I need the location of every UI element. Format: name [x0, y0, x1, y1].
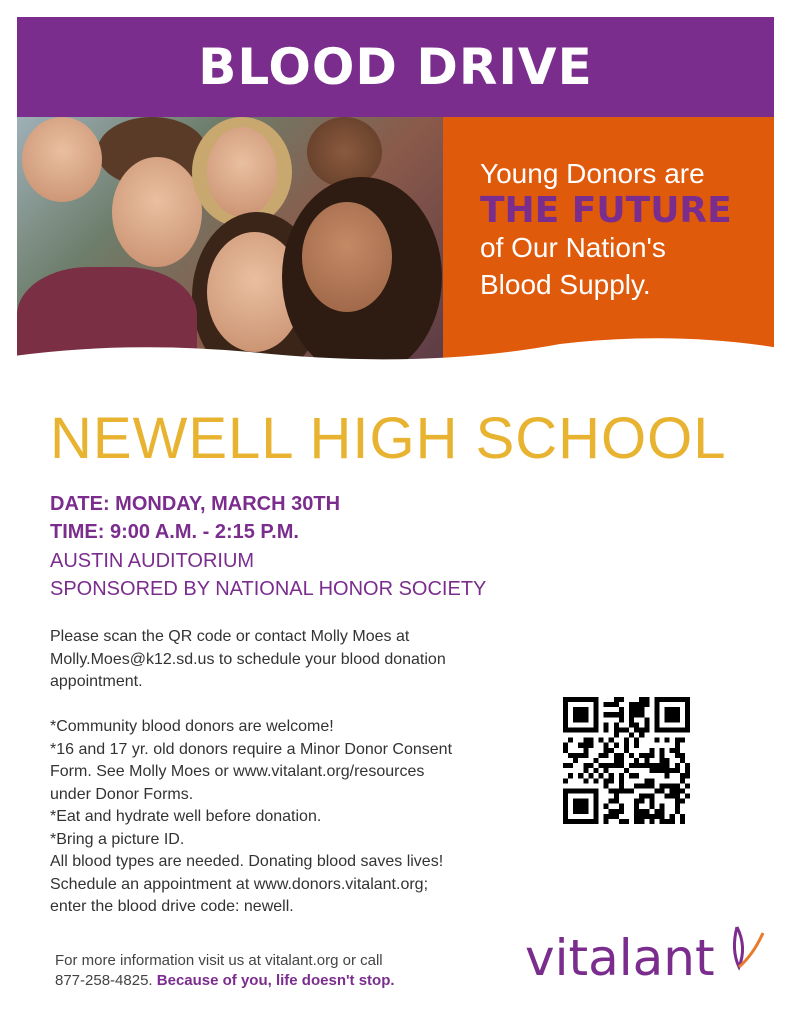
body-line: All blood types are needed. Donating blood saves lives! — [50, 853, 444, 870]
tagline: Because of you, life doesn't stop. — [156, 972, 395, 989]
slogan — [480, 155, 732, 303]
header-banner — [17, 17, 774, 117]
slogan-highlight: THE FUTURE — [480, 190, 732, 231]
body-line: Form. See Molly Moes or www.vitalant.org/resources — [50, 763, 425, 780]
body-line: Please scan the QR code or contact Molly Moes at — [50, 628, 410, 645]
event-sponsor: SPONSORED BY NATIONAL HONOR SOCIETY — [50, 578, 487, 600]
qr-code[interactable] — [563, 697, 690, 824]
slogan-line: Young Donors are — [480, 158, 705, 189]
wave-divider — [0, 330, 791, 390]
body-line: *16 and 17 yr. old donors require a Minor Donor Consent — [50, 740, 453, 758]
school-name: NEWELL HIGH SCHOOL — [50, 406, 727, 471]
body-line: appointment. — [50, 673, 143, 690]
body-line: under Donor Forms. — [50, 785, 194, 803]
event-location: AUSTIN AUDITORIUM — [50, 550, 255, 572]
footer-line: For more information visit us at vitalant.org or call — [55, 952, 383, 969]
footer-info — [55, 951, 395, 991]
slogan-line: Blood Supply. — [480, 269, 651, 300]
body-line: Schedule an appointment at www.donors.vitalant.org; — [50, 875, 429, 893]
vitalant-logo — [525, 925, 765, 995]
slogan-line: of Our Nation's — [480, 232, 666, 263]
instructions — [50, 626, 520, 919]
event-time: TIME: 9:00 A.M. - 2:15 P.M. — [50, 521, 299, 543]
logo-text: vitalant — [525, 929, 715, 987]
phone-number: 877-258-4825. — [55, 972, 153, 989]
body-line: Molly.Moes@k12.sd.us to schedule your blood donation — [50, 650, 446, 668]
spacer — [50, 694, 520, 717]
page-title: BLOOD DRIVE — [198, 38, 593, 96]
body-line: *Bring a picture ID. — [50, 830, 185, 848]
body-line: *Eat and hydrate well before donation. — [50, 808, 322, 825]
event-date: DATE: MONDAY, MARCH 30TH — [50, 493, 341, 515]
body-line: *Community blood donors are welcome! — [50, 718, 334, 735]
body-line: enter the blood drive code: newell. — [50, 898, 294, 915]
leaf-icon — [725, 925, 765, 975]
